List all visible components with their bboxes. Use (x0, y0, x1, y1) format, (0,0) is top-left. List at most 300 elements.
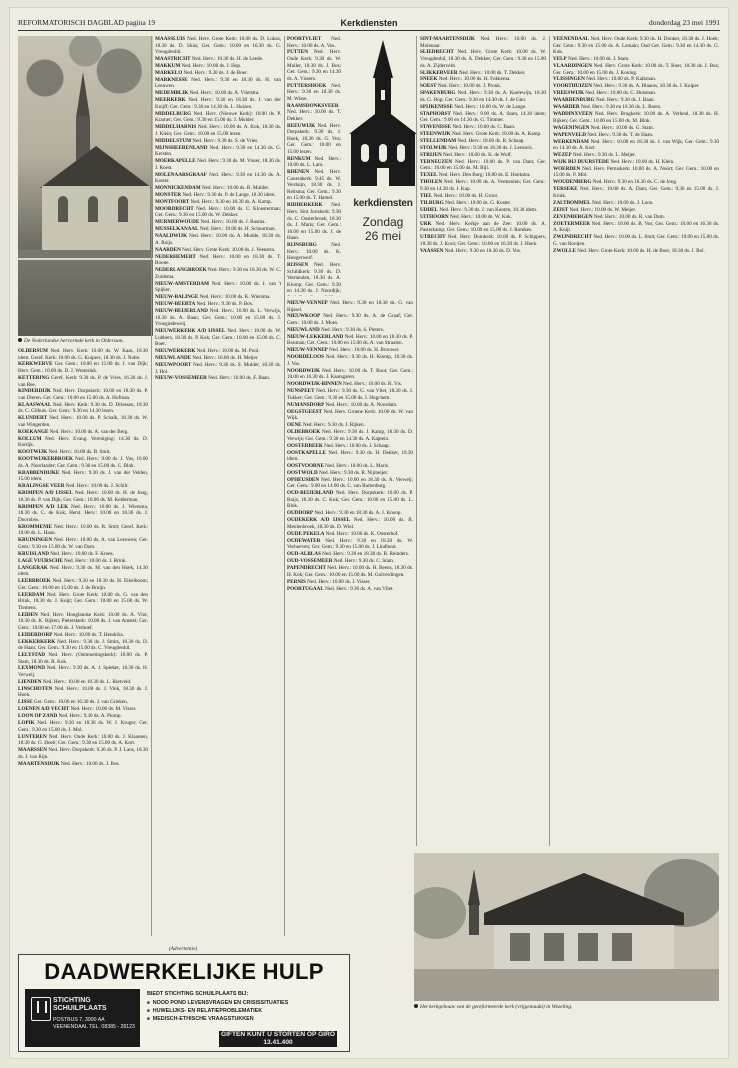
listing-services: Ned. Herv.: 10.00 en 18.30 ds. A. Verweij; Ger. Gem.: 9.00 en 14.00 ds. C. van Ruitenburg. (287, 476, 413, 490)
listing-services: Ned. Herv. Oude Kerk: 9.30 ds. H. Donker, 18.30 ds. J. Hoek; Ger. Gem.: 9.30 en 15.00 ds. A. Lamain; Oud Ger. Gem.: 9.30 en 14.30 ds. G. Kok. (553, 36, 719, 56)
service-listing (553, 166, 719, 179)
listing-services: Ned. Herv. Grote Kerk: 10.00 ds. J. Veenstra. (180, 246, 276, 253)
listing-place: OUD-BEIJERLAND (287, 490, 334, 497)
listing-place: KROMMENIE (18, 523, 53, 530)
service-listing (155, 158, 281, 171)
service-listing (287, 409, 413, 422)
service-listing (18, 652, 148, 665)
listing-place: MONNICKENDAM (155, 185, 201, 192)
service-listing (287, 429, 413, 442)
listing-services: Ned. Herv.: 10.00 ds. J. Brink. (62, 557, 127, 564)
listing-place: OLDEBROEK (287, 429, 321, 436)
service-listing (420, 172, 546, 179)
service-listing (18, 537, 148, 550)
listing-services: Ned. Herv.: 10.00 ds. G. Stam. (589, 124, 654, 131)
service-listing (420, 138, 546, 145)
listing-services: Ned. Herv.: 9.30 ds. M. Visser, 18.30 ds. J. Roest. (155, 158, 281, 171)
service-listing (553, 56, 719, 63)
listing-services: Ned. Herv.: 10.00 ds. H. Brouwer. (327, 347, 400, 354)
listing-place: OOSTERBEEK (287, 442, 323, 449)
advertisement-label: (Advertentie) (168, 946, 198, 952)
listing-services: Ned. Herv.: 10.00 ds. F. Kroes. (48, 550, 114, 557)
listing-services: Ned. Herv.: 10.00 ds. B. Meulenbroek, 18.30 ds. D. Wiel. (287, 517, 413, 530)
service-listing (155, 219, 281, 226)
listing-place: SINT-MAARTENSDIJK (420, 36, 475, 42)
listing-services: Ned. Herv.: 10.00 ds. B. Schaap. (456, 138, 525, 145)
listing-services: Ned. Herv.: 10.00 ds. K. Hoogerwerf. (287, 242, 341, 262)
service-listing (287, 579, 413, 586)
service-listing (18, 720, 148, 733)
service-listing (18, 565, 148, 578)
service-listing (553, 104, 719, 111)
service-listing (155, 36, 281, 56)
listing-column-2 (155, 36, 281, 936)
listing-place: SOEST (420, 83, 437, 90)
service-listing (420, 70, 546, 77)
listing-services: Ned. Herv.: 10.00 ds. R. van Dam. (592, 213, 665, 220)
service-listing (553, 97, 719, 104)
photo-caption (18, 338, 153, 345)
service-listing (155, 328, 281, 348)
listing-services: Ned. Herv.: 10.00 en 18.30 ds. P. Bouman; Ger. Gem.: 10.00 en 15.00 ds. A. van Straalen. (287, 333, 413, 347)
service-listing (420, 214, 546, 221)
listing-place: WADDINXVEEN (553, 111, 593, 118)
service-listing (553, 63, 719, 76)
listing-services: Ned. Herv.: 9.30 ds. J. van Kooten, 18.30 idem. (438, 206, 538, 213)
listing-place: WIJK BIJ DUURSTEDE (553, 158, 610, 165)
church-roof (40, 146, 152, 188)
service-listing (18, 551, 148, 558)
listing-services: Ned. Herv.: 10.00 ds. W. Meijer. (568, 206, 637, 213)
service-listing (420, 90, 546, 103)
listing-place: KLUNDERT (18, 415, 48, 422)
bullet-icon (414, 1004, 418, 1008)
service-listing (420, 200, 546, 207)
listing-services: Ned. Herv.: 10.00 ds. J. Schaap. (322, 442, 390, 449)
listing-services: Ned. Herv.: 9.30 en 18.30 ds. J. Leeuwis. (446, 145, 533, 152)
listing-place: VOORTHUIZEN (553, 83, 592, 90)
listing-services: Ned. Herv.: 10.00 ds. T. Boot; Ger. Gem.: 10.00 en 16.30 ds. J. Kaarsgaren. (287, 367, 413, 381)
listing-services: Ned. Herv.: 9.00 ds. J. Vos, 18.00 ds. A. Noorlander; Ger. Gem.: 9.30 en 15.00 ds. C. Blok. (18, 456, 148, 469)
service-listing (18, 592, 148, 612)
listing-services: Ned. Herv.: 10.00 ds. H. Beens, 18.30 ds. H. Kok; Ger. Gem.: 10.00 en 15.00 ds. M. Golverdingen. (287, 565, 413, 578)
photo-caption (414, 1004, 719, 1011)
listing-place: STOLWIJK (420, 145, 447, 152)
listing-place: LOON OP ZAND (18, 713, 58, 720)
service-listing (18, 348, 148, 361)
listing-place: SPIJKENISSE (420, 103, 453, 110)
listing-services: Ned. Herv.: 10.00 ds. H. de Jong, 18.30 ds. P. van Dijk; Ger. Gem.: 10.00 ds. M. Kelderman. (18, 490, 148, 503)
listing-services: Ned. Herv.: 9.30 ds. P. Bos. (195, 301, 254, 308)
service-listing (155, 233, 281, 246)
service-listing (287, 123, 341, 156)
listing-place: KLAASWAAL (18, 401, 52, 408)
service-listing (18, 713, 148, 720)
service-listing (553, 132, 719, 139)
logo-date: 26 mei (364, 229, 402, 243)
listing-place: SLIEDRECHT (420, 49, 454, 56)
listing-services: Ned. Herv.: 10.00 ds. A. Noordam. (324, 401, 398, 408)
service-listing (553, 214, 719, 221)
listing-services: Geref. Kerk: 9.30 ds. P. de Vries, 16.30 ds. J. van Ree. (18, 374, 148, 388)
header-left: REFORMATORISCH DAGBLAD pagina 19 (18, 18, 156, 27)
listing-services: Ned. Herv.: 9.30 en 18.30 ds. J. van der Knijff; Ger. Gem.: 9.30 en 14.30 ds. L. Huizen. (155, 97, 281, 110)
listing-services: Ned. Herv.: 9.30 ds. A. Plomp. (57, 713, 122, 720)
service-listing (18, 361, 148, 374)
service-listing (287, 551, 413, 558)
listing-services: Ger. Gem.: 10.00 en 15.00 ds. J. van Dijk; Herv. Gem.: 10.00 ds. D. J. Westerink. (18, 361, 148, 375)
listing-place: RENKUM (287, 155, 311, 162)
service-listing (553, 248, 719, 255)
listing-place: MIJNSHEERENLAND (155, 144, 208, 151)
listing-place: PUTTEN (287, 49, 308, 56)
listing-services: Ned. Herv. Schildkerk: 9.30 ds. D. Vermeulen, 18.30 ds. A. Klomp; Ger. Gem.: 9.30 en 14.30 ds. J. Noordijk; (287, 262, 341, 295)
listing-services: Ned. Herv. Kerk: 9.30 ds. D. Driessen, 18.30 ds. C. Gilhuis. Ger. Gem.: 9.30 en 14.30 lezen. (18, 401, 148, 415)
service-listing (420, 111, 546, 124)
church-window (118, 196, 128, 222)
service-listing (18, 578, 148, 591)
listing-place: MONSTER (155, 192, 182, 199)
service-listing (155, 247, 281, 254)
logo-title: kerkdiensten (353, 198, 413, 209)
listing-services: Ned. Herv.: 10.00 ds. C. Baan. (451, 124, 516, 131)
service-listing (18, 639, 148, 652)
service-listing (287, 470, 413, 477)
listing-services: Ned. Herv.: 10.00 en 18.30 ds. L. Rietveld. (41, 678, 132, 685)
listing-services: Ned. Herv.: 9.30 en 14.30 ds. G. Kersten. (155, 144, 281, 158)
listing-services: Ned. Herv.: 9.30 ds. S. de Vries. (191, 137, 259, 144)
listing-place: MAASTRICHT (155, 56, 191, 63)
service-listing (420, 207, 546, 214)
listing-services: Ned. Herv.: 9.30 ds. S. Mulder, 18.30 ds. J. Hol. (155, 361, 281, 375)
listing-place: RIJSSEN (287, 262, 309, 269)
listing-column-3-top (287, 36, 341, 296)
listing-services: Ned. Herv.: 10.00 ds. J. Bosma. (199, 219, 266, 226)
service-listing (287, 558, 413, 565)
listing-services: Ned. Herv.: 9.30 ds. T. de Haan. (585, 131, 654, 138)
ad-org-name: STICHTING SCHUILPLAATS (53, 997, 107, 1012)
advertisement (18, 954, 350, 1052)
service-listing (18, 490, 148, 503)
listing-services: Ned. Herv. Dorpskerk: 9.30 ds. J. Hoek, 18.30 ds. G. Vos; Ger. Gem.: 10.00 en 15.00 lezen. (287, 122, 341, 155)
listing-place: STRIJEN (420, 151, 442, 158)
listing-services: Ned. Herv. Cunerakerk: 9.45 ds. W. Verduijn, 18.30 ds. J. Reitsma; Ger. Gem.: 9.30 en 15.00 ds. T. Hamel. (287, 169, 341, 202)
listing-services: Ned. Herv. (Ontmoetingskerk): 10.00 ds. P. Stam, 18.30 ds. R. Kok. (18, 651, 148, 665)
listing-place: KRUISLAND (18, 550, 49, 557)
listing-column-5 (553, 36, 719, 848)
listing-services: Ned. Herv.: 9.30 ds. A. de Graaf; Ger. Gem.: 10.00 ds. J. Moes. (287, 313, 413, 327)
listing-services: Ned. Herv. Groene Kerk: 10.00 ds. W. van Wijk. (287, 408, 413, 422)
ad-services-intro: BIEDT STICHTING SCHUILPLAATS BIJ: (147, 991, 249, 997)
listing-place: NIEUWPOORT (155, 361, 192, 368)
listing-services: Ned. Herv. Oude Kerk: 10.00 ds. J. Klaassen, 18.30 ds. G. Hoek; Ger. Gem.: 9.30 en 15.00 ds. A. Kort. (18, 733, 148, 747)
listing-services: Ned. Herv. Hooglandse Kerk: 10.00 ds. A. Vlot, 18.30 ds. K. Rijken; Pieterskerk: 10.00 ds. J. van Amstel; Ger. Gem.: 10.00 en 17.00 ds. J. Verhoef. (18, 611, 148, 631)
listing-place: KOEKANGE (18, 428, 49, 435)
service-listing (420, 36, 546, 49)
listing-services: Ned. Herv.: 10.00 ds. K. de Wolf. (441, 151, 512, 158)
listing-services: Ned. Herv.: 10.00 ds. T. Dekker. (287, 109, 341, 122)
listing-place: OOSTVOORNE (287, 462, 324, 469)
listing-services: Ned. Herv.: 9.30 en 18.30 ds. C. de Jong. (591, 179, 678, 186)
listing-services: Ned. Herv. Grote Kerk: 10.00 ds. H. de Boer, 18.30 ds. J. Bol. (575, 247, 705, 254)
service-listing (420, 124, 546, 131)
listing-services: Ned. Herv. Dorpskerk: 10.00 ds. P. Ruijs, 18.30 ds. C. Kok; Ger. Gem.: 10.00 en 15.00 ds. L. Blok. (287, 490, 413, 510)
listing-place: LEIDERDORP (18, 631, 53, 638)
listing-services: Ned. Herv.: 10.00 ds. H. Fokkema. (437, 76, 511, 83)
church-photo-oldersum (18, 36, 153, 336)
listing-services: Ned. Herv. Grote Kerk: 10.00 ds. D. Lukas, 18.30 ds. D. Sluis; Ger. Gem.: 10.00 en 16.30 ds. G. Vreugdenhil. (155, 36, 281, 56)
church-photo-wezeling (414, 853, 719, 1001)
listing-place: WAARDENBURG (553, 97, 595, 104)
service-listing (287, 531, 413, 538)
listing-services: Ned. Herv.: 10.00 ds. A. van der Berg. (48, 428, 129, 435)
service-listing (18, 747, 148, 760)
listing-services: Ned. Herv.: 9.30 ds. A. Koelewijn, 18.30 ds. G. Hop; Ger. Gem.: 9.30 en 14.30 ds. J. de Gier. (420, 90, 546, 103)
service-listing (155, 90, 281, 97)
listing-services: Ned. Herv.: 10.00 ds. J. Pronk. (436, 83, 502, 90)
listing-place: NEDERLANGBROEK (155, 267, 207, 274)
listing-place: RIJNSBURG (287, 242, 317, 249)
service-listing (420, 145, 546, 152)
listing-services: Ned. Herv.: 9.30 en 18.30 ds. W. C. Zuidema. (155, 267, 281, 280)
listing-place: OENE (287, 422, 302, 429)
listing-place: MARKNESSE (155, 76, 188, 83)
listing-services: Ned. Herv.: 10.00 ds. W. de Lange. (452, 103, 527, 110)
listing-place: OEGSTGEEST (287, 408, 322, 415)
newspaper-page (10, 8, 728, 1058)
listing-services: Ned. Herv.: 10.00 ds. B. Mulder. (200, 185, 270, 192)
listing-services: Ned. Herv.: 9.30 en 18.30 ds. G. van Rijssel. (287, 300, 413, 313)
church-window (58, 196, 68, 222)
service-listing (18, 449, 148, 456)
listing-services: Ned. Herv.: 10.00 ds. W. Lubbers, 18.30 ds. P. Kok; Ger. Gem.: 10.00 en 15.00 ds. C. Boer. (155, 328, 281, 348)
listing-place: LOPIK (18, 720, 35, 727)
service-listing (287, 565, 413, 578)
listing-services: Ned. Herv. Petruskerk: 10.00 ds. A. Noort; Ger. Gem.: 10.00 en 15.00 ds. P. Mol. (553, 165, 719, 179)
listing-place: LANGERAK (18, 564, 48, 571)
listing-services: Ned. Herv.: 10.00 ds. B. Vos; Ger. Gem.: 10.00 en 16.30 ds. A. Kuijt. (553, 220, 719, 234)
logo-title-block (343, 198, 423, 243)
listing-place: RAAMSDONKSVEER (287, 102, 339, 109)
listing-place: KINDERDIJK (18, 388, 51, 395)
listing-services: Ned. Herv.: 9.30 ds. C. Stam. (332, 558, 395, 565)
listing-place: LISSE (18, 699, 33, 706)
service-listing (155, 308, 281, 328)
listing-services: Ned. Herv.: 9.30 ds. L. Meijer. (571, 151, 636, 158)
service-listing (155, 145, 281, 158)
listing-services: Ned. Herv. Den Burg: 10.00 ds. E. Hoekstra. (437, 172, 531, 179)
listing-services: Ned. Herv.: 9.30 ds. M. van den Hoek, 14.30 idem. (18, 564, 148, 578)
listing-services: Ned. Herv.: 9.30 ds. J. de Boer. (182, 69, 248, 76)
listing-place: VLISSINGEN (553, 76, 585, 83)
listing-services: Ned. Herv.: 10.00 ds. K. Wiersma. (198, 294, 271, 301)
listing-services: Ned. Herv.: 10.00 ds. J. Molenaar. (420, 36, 546, 49)
listing-place: OOSTKAPELLE (287, 449, 326, 456)
service-listing (420, 131, 546, 138)
listing-place: OOSTWOLD (287, 469, 318, 476)
listing-services: Ned. Herv.: 10.00 ds. K. Oosterhof. (324, 530, 399, 537)
listing-services: Ned. Herv.: 10.00 ds. C. Huisman. (583, 90, 657, 97)
listing-services: Ned. Herv.: 9.30 en 18.30 ds. A. J. Knoop. (313, 510, 402, 517)
service-listing (155, 111, 281, 124)
listing-place: NOORDWIJK-BINNEN (287, 381, 342, 388)
service-listing (553, 234, 719, 247)
listing-place: TILBURG (420, 199, 444, 206)
service-listing (155, 77, 281, 90)
service-listing (420, 76, 546, 83)
service-listing (420, 221, 546, 234)
column-divider (549, 36, 550, 846)
service-listing (155, 281, 281, 294)
listing-place: KOOTWIJK (18, 449, 48, 456)
ad-service-item: ■ MEDISCH-ETHISCHE VRAAGSTUKKEN (147, 1015, 343, 1023)
ad-services-list (147, 991, 343, 1023)
listing-place: KETTERING (18, 374, 50, 381)
service-listing (18, 388, 148, 401)
listing-services: Ned. Herv.: 10.00 ds. J. van 't Spijker. (155, 280, 281, 294)
service-listing (155, 124, 281, 137)
listing-place: STELLENDAM (420, 138, 457, 145)
listing-services: Ned. Herv. Kerkje aan de Zee: 10.00 ds. A. Pasterkamp; Ger. Gem.: 10.00 en 15.00 ds. J. Romkes. (420, 220, 546, 234)
service-listing (18, 699, 148, 706)
listing-services: Ned. Herv.: 10.00 ds. A. Vlietstra. (188, 90, 260, 97)
service-listing (18, 429, 148, 436)
listing-services: Ned. Herv.: 10.00 ds. A. Mudde, 18.30 ds. A. Ruijs. (155, 233, 281, 246)
column-divider (416, 36, 417, 846)
service-listing (420, 248, 546, 255)
listing-place: NOORDWIJK (287, 367, 320, 374)
service-listing (420, 159, 546, 172)
service-listing (287, 368, 413, 381)
listing-services: Ned. Herv.: 10.00 ds. P. van Dam; Ger. Gem.: 10.00 en 15.00 ds. M. Bijl. (420, 158, 546, 172)
listing-services: Ned. Herv.: 10.00 ds. M. Pool. (195, 348, 260, 355)
listing-place: ZEVENBERGEN (553, 213, 593, 220)
listing-services: Ned. Herv.: 10.00 ds. W. Kok. (448, 213, 512, 220)
ad-giro-banner: GIFTEN KUNT U STORTEN OP GIRO 13.41.400 (220, 1031, 336, 1046)
listing-place: SNEEK (420, 76, 438, 83)
listing-place: OUDEWATER (287, 537, 321, 544)
listing-place: KRIMPEN A/D IJSSEL (18, 490, 73, 497)
listing-place: KRUININGEN (18, 537, 53, 544)
listing-place: VLAARDINGEN (553, 62, 592, 69)
listing-services: Ned. Herv.: 10.00 ds. H. Klein. (609, 158, 675, 165)
listing-place: ZOETERMEER (553, 220, 590, 227)
listing-services: Ned. Herv.: 9.00 ds. A. Stam, 14.30 idem; Ger. Gem.: 9.00 en 14.30 ds. G. Timmer. (420, 110, 546, 124)
service-listing (155, 301, 281, 308)
listing-services: Ned. Herv. Dorpskerk: 9.30 ds. P. J. Lans, 18.30 ds. J. van Rijn. (18, 747, 148, 760)
service-listing (18, 761, 148, 768)
listing-place: KERKWERVE (18, 361, 53, 368)
church-logo-icon (343, 38, 423, 188)
service-listing (18, 470, 148, 483)
listing-services: Ned. Herv.: 10.00 ds. F. Baan. (206, 375, 271, 382)
service-listing (155, 355, 281, 362)
listing-services: Ned. Herv.: 10.00 ds. A. Kok, 18.30 ds. J. Klein; Ger. Gem.: 10.00 en 15.00 lezen. (155, 124, 281, 137)
listing-place: NAARDEN (155, 246, 181, 253)
service-listing (287, 49, 341, 82)
service-listing (155, 138, 281, 145)
listing-place: LEXMOND (18, 665, 45, 672)
service-listing (18, 436, 148, 449)
listing-place: OUDE PEKELA (287, 530, 325, 537)
listing-place: NUMANSDORP (287, 401, 325, 408)
listing-services: Ned. Herv.: 10.00 ds. L. Lam. (287, 155, 341, 169)
listing-place: MAARSSEN (18, 747, 47, 754)
service-listing (287, 463, 413, 470)
listing-place: NIEUW-VOSSEMEER (155, 375, 207, 382)
listing-place: NIEUW-BEIJERLAND (155, 308, 208, 315)
service-listing (18, 483, 148, 490)
listing-place: VELP (553, 56, 567, 63)
listing-services: Ned. Herv.: 10.00 ds. L. Verwijs, 18.30 ds. A. Baan; Ger. Gem.: 10.00 en 15.00 ds. J. Vroegindeweij. (155, 308, 281, 328)
listing-place: UTRECHT (420, 234, 446, 241)
service-listing (155, 254, 281, 267)
service-listing (287, 83, 341, 103)
listing-place: PAPENDRECHT (287, 565, 326, 572)
service-listing (18, 686, 148, 699)
listing-place: MAASSLUIS (155, 36, 186, 42)
service-listing (553, 111, 719, 124)
service-listing (287, 510, 413, 517)
listing-place: MONTFOORT (155, 198, 190, 205)
service-listing (420, 152, 546, 159)
listing-services: Ned. Herv.: 10.00 ds. J. Schilt. (64, 483, 129, 490)
photo-caption-text: Het kerkgebouw van de gereformeerde kerk (vrijgemaakt) in Wezeling. (420, 1004, 573, 1010)
listing-services: Ned. Herv.: 10.00 ds. P. Schalk, 18.30 ds. W. van Wingerden. (18, 415, 148, 428)
listing-services: Ned. Herv. Domkerk: 10.00 ds. P. Schippers, 18.30 ds. J. Kool; Ger. Gem.: 10.00 en 16.30 ds. J. Hoek. (420, 234, 546, 247)
listing-place: MEERKERK (155, 97, 186, 104)
service-listing (287, 300, 413, 313)
listing-services: Ned. Herv.: 10.00 ds. T. Hendriks. (52, 631, 125, 638)
service-listing (155, 294, 281, 301)
listing-place: SLIKKERVEER (420, 69, 458, 76)
listing-services: Ned. Herv.: 10.00 ds. L. Maris. (323, 462, 390, 469)
listing-services: Ned. Herv.: 10.00 en 18.30 ds. T. Boone. (155, 253, 281, 267)
listing-place: ZWIJNDRECHT (553, 234, 592, 241)
service-listing (553, 139, 719, 152)
service-listing (287, 156, 341, 169)
listing-place: URK (420, 220, 432, 227)
church-spire (76, 72, 90, 118)
listing-place: RHENEN (287, 169, 310, 176)
section-title: Kerkdiensten (340, 18, 398, 28)
churchyard (18, 250, 153, 336)
service-listing (287, 103, 341, 123)
listing-services: Ned. Herv.: 9.30 en 18.30 ds. L. Boers. (579, 104, 662, 111)
listing-services: Ned. Herv.: 10.00 ds. H. Meijer. (191, 355, 259, 362)
listing-place: OUDEKERK A/D IJSSEL (287, 517, 351, 524)
service-listing (18, 632, 148, 639)
service-listing (18, 706, 148, 713)
listing-services: Ned. Herv.: 9.30 en 18.30 ds. M. Wisse. (287, 82, 341, 102)
listing-services: Ned. Herv.: 10.00 ds. J. Vink, 18.30 ds. J. Hoek. (18, 685, 148, 699)
service-listing (287, 36, 341, 49)
ad-organization-box (25, 989, 140, 1047)
listing-place: NIEUWLANDE (155, 355, 192, 362)
service-listing (287, 477, 413, 490)
service-listing (287, 422, 413, 429)
listing-services: Ned. Herv.: 10.00 ds. M. Visser. (69, 706, 137, 713)
listing-place: TERNEUZEN (420, 158, 453, 165)
listing-services: Ned. Herv.: 9.30 ds. H. Dekker, 18.30 idem. (287, 449, 413, 463)
listing-place: VEENENDAAL (553, 36, 590, 42)
listing-services: Ned. Herv. Grote Kerk: 10.00 ds. A. Kamp. (450, 131, 542, 138)
service-listing (287, 490, 413, 510)
service-listing (155, 192, 281, 199)
listing-place: MURMERWOUDE (155, 219, 200, 226)
service-listing (553, 186, 719, 199)
service-listing (287, 402, 413, 409)
